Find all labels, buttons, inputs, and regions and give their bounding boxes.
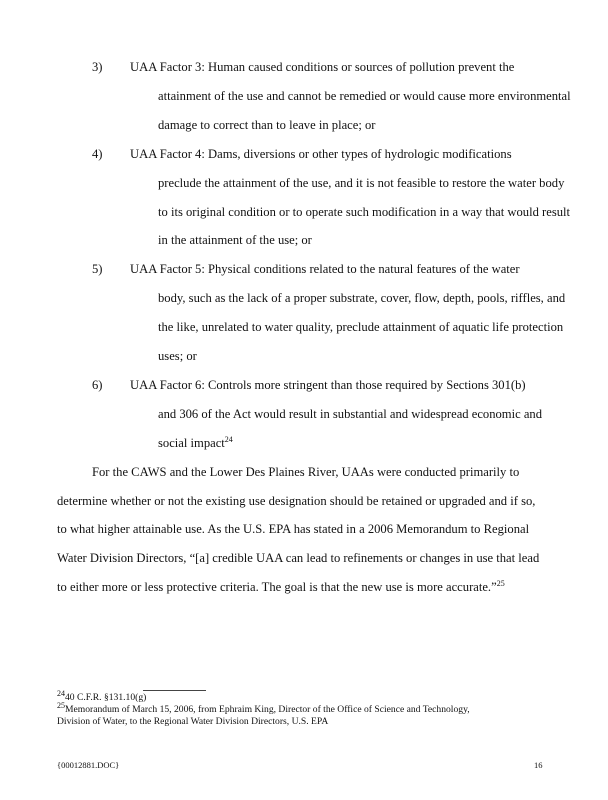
item-text-line: the like, unrelated to water quality, preclude attainment of aquatic life protection bbox=[158, 320, 564, 335]
item-number: 5) bbox=[92, 262, 103, 277]
item-text-line: UAA Factor 4: Dams, diversions or other types of hydrologic modifications bbox=[130, 146, 512, 161]
page-number: 16 bbox=[534, 760, 543, 770]
footnote-number: 24 bbox=[57, 688, 65, 698]
footnote-number: 25 bbox=[57, 700, 65, 710]
footnote-line bbox=[57, 688, 147, 704]
item-number: 4) bbox=[92, 146, 103, 161]
item-text-line: uses; or bbox=[158, 349, 197, 363]
item-text-line: UAA Factor 6: Controls more stringent than those required by Sections 301(b) bbox=[130, 377, 526, 392]
item-text-line: preclude the attainment of the use, and it is not feasible to restore the water body bbox=[158, 175, 565, 190]
footnote-ref: 25 bbox=[496, 579, 505, 588]
item-text-line: social impact$^{24}$ bbox=[158, 434, 233, 450]
footnote-text: Division of Water, to the Regional Water Division Directors, U.S. EPA bbox=[57, 716, 329, 727]
paragraph-line: determine whether or not the existing use designation should be retained or upgraded and if so, bbox=[57, 493, 536, 508]
item-text-line: in the attainment of the use; or bbox=[158, 233, 312, 248]
item-text-line: UAA Factor 5: Physical conditions related to the natural features of the water bbox=[130, 262, 520, 277]
item-number: 6) bbox=[92, 377, 103, 392]
paragraph-line: to what higher attainable use. As the U.S. EPA has stated in a 2006 Memorandum to Regional bbox=[57, 522, 530, 537]
paragraph-line: For the CAWS and the Lower Des Plaines River, UAAs were conducted primarily to bbox=[92, 464, 520, 479]
footnote-text: 40 C.F.R. §131.10(g) bbox=[65, 692, 147, 703]
footnote-line bbox=[57, 700, 470, 716]
item-text-line: body, such as the lack of a proper substrate, cover, flow, depth, pools, riffles, and bbox=[158, 291, 566, 306]
item-text-line: damage to correct than to leave in place; or bbox=[158, 117, 376, 132]
item-text-line: UAA Factor 3: Human caused conditions or sources of pollution prevent the bbox=[130, 60, 515, 74]
paragraph-line: to either more or less protective criteria. The goal is that the new use is more accurate.”$^{25}$ bbox=[57, 579, 505, 595]
footnote-separator bbox=[143, 690, 206, 691]
footnote-line bbox=[57, 716, 328, 728]
item-number: 3) bbox=[92, 60, 103, 74]
item-text-line: and 306 of the Act would result in substantial and widespread economic and bbox=[158, 406, 543, 421]
paragraph-line: Water Division Directors, “[a] credible UAA can lead to refinements or changes in use that lead bbox=[57, 551, 540, 566]
footnote-ref: 24 bbox=[224, 434, 233, 444]
footnote-text: Memorandum of March 15, 2006, from Ephraim King, Director of the Office of Science and Technology, bbox=[65, 704, 470, 715]
item-text-line: attainment of the use and cannot be remedied or would cause more environmental bbox=[158, 88, 571, 103]
item-text-line: to its original condition or to operate such modification in a way that would result bbox=[158, 204, 571, 219]
footer-doc-id: {00012881.DOC} bbox=[57, 760, 120, 770]
